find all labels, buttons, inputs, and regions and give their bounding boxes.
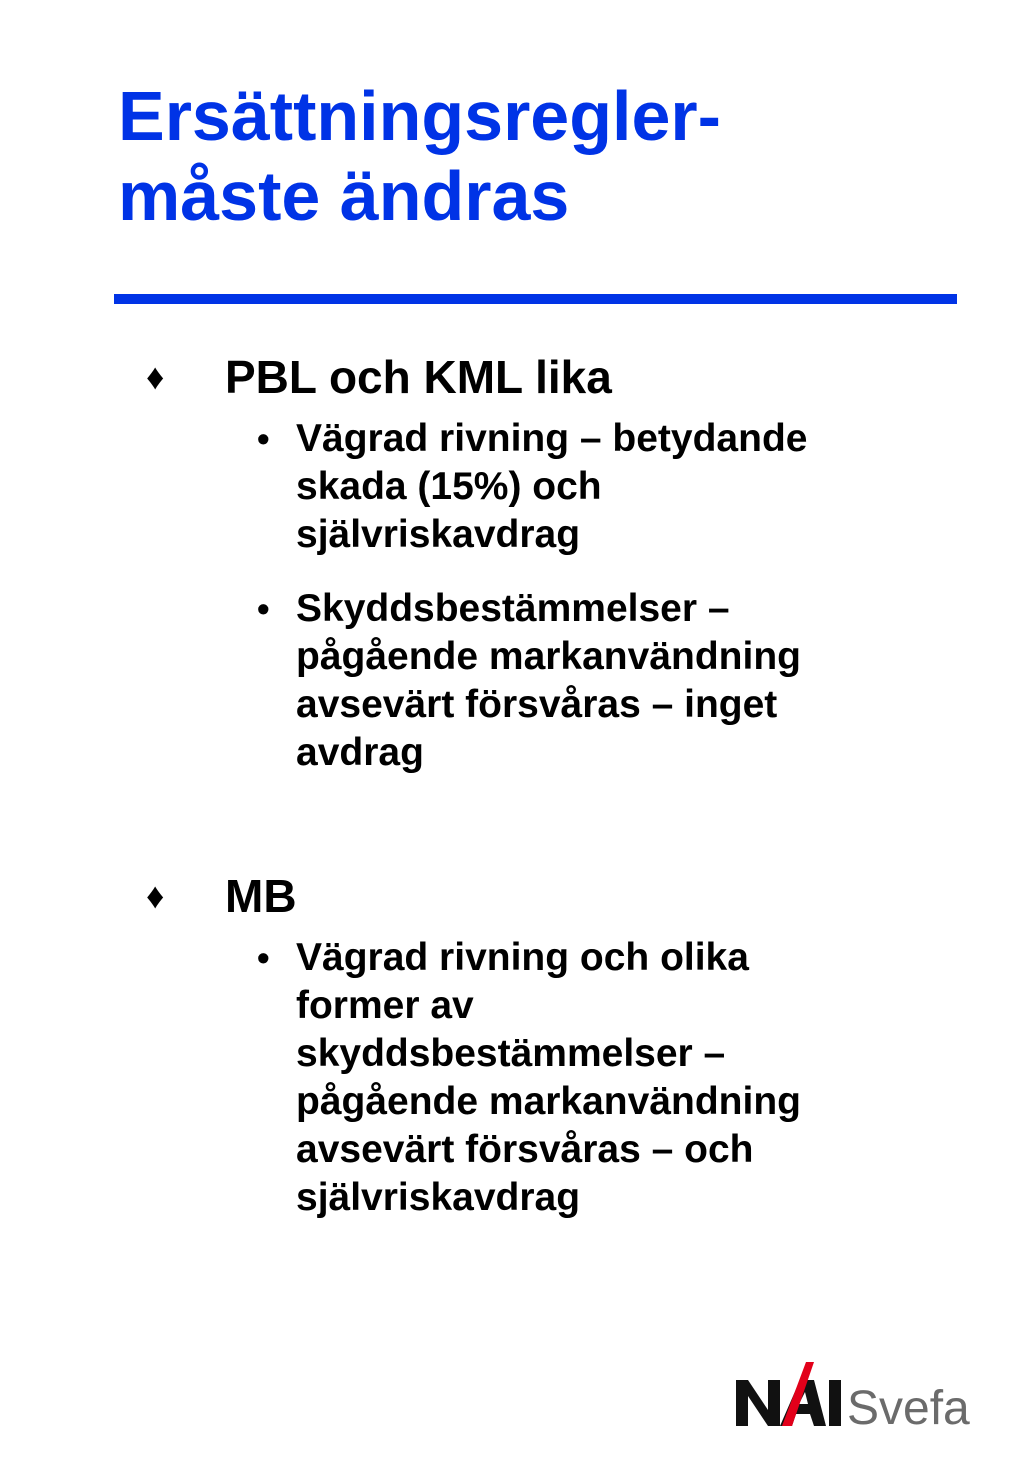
- bullet-text: [296, 415, 964, 559]
- bullet-dot-icon: •: [257, 418, 270, 459]
- bullet-line: Vägrad rivning och olika: [296, 936, 749, 979]
- title-divider: [114, 294, 957, 304]
- logo-name: Svefa: [847, 1382, 970, 1432]
- bullet-line: pågående markanvändning: [296, 635, 801, 678]
- bullet-list: [0, 415, 1024, 777]
- list-item: [0, 934, 1024, 1222]
- bullet-dot-icon: •: [257, 937, 270, 978]
- bullet-line: självriskavdrag: [296, 1176, 581, 1219]
- bullet-line: Vägrad rivning – betydande: [296, 417, 808, 460]
- page-title-line-2: måste ändras: [118, 157, 570, 235]
- bullet-line: pågående markanvändning: [296, 1080, 801, 1123]
- page-title: [118, 76, 958, 236]
- bullet-line: skyddsbestämmelser –: [296, 1032, 726, 1075]
- section-heading: [0, 345, 1024, 409]
- bullet-dot-icon: •: [257, 588, 270, 629]
- list-item: [0, 585, 1024, 777]
- bullet-line: avdrag: [296, 731, 424, 774]
- bullet-line: självriskavdrag: [296, 513, 581, 556]
- section-mb: [0, 864, 1024, 1222]
- diamond-icon: ♦: [146, 875, 165, 916]
- section-label: PBL och KML lika: [225, 351, 612, 403]
- bullet-line: Skyddsbestämmelser –: [296, 587, 730, 630]
- diamond-icon: ♦: [146, 356, 165, 397]
- logo-letter-n: [736, 1380, 780, 1426]
- logo-letter-i: [829, 1380, 841, 1426]
- bullet-line: skada (15%) och: [296, 465, 602, 508]
- bullet-line: former av: [296, 984, 474, 1027]
- bullet-text: [296, 934, 964, 1222]
- list-item: [0, 415, 1024, 559]
- bullet-line: avsevärt försvåras – inget: [296, 683, 778, 726]
- nai-svefa-logo: [734, 1360, 996, 1432]
- section-heading: [0, 864, 1024, 928]
- bullet-text: [296, 585, 964, 777]
- page-title-line-1: Ersättningsregler-: [118, 77, 721, 155]
- section-label: MB: [225, 870, 297, 922]
- bullet-line: avsevärt försvåras – och: [296, 1128, 754, 1171]
- section-pbl-kml: [0, 345, 1024, 777]
- logo-graphic: [734, 1360, 996, 1432]
- bullet-list: [0, 934, 1024, 1222]
